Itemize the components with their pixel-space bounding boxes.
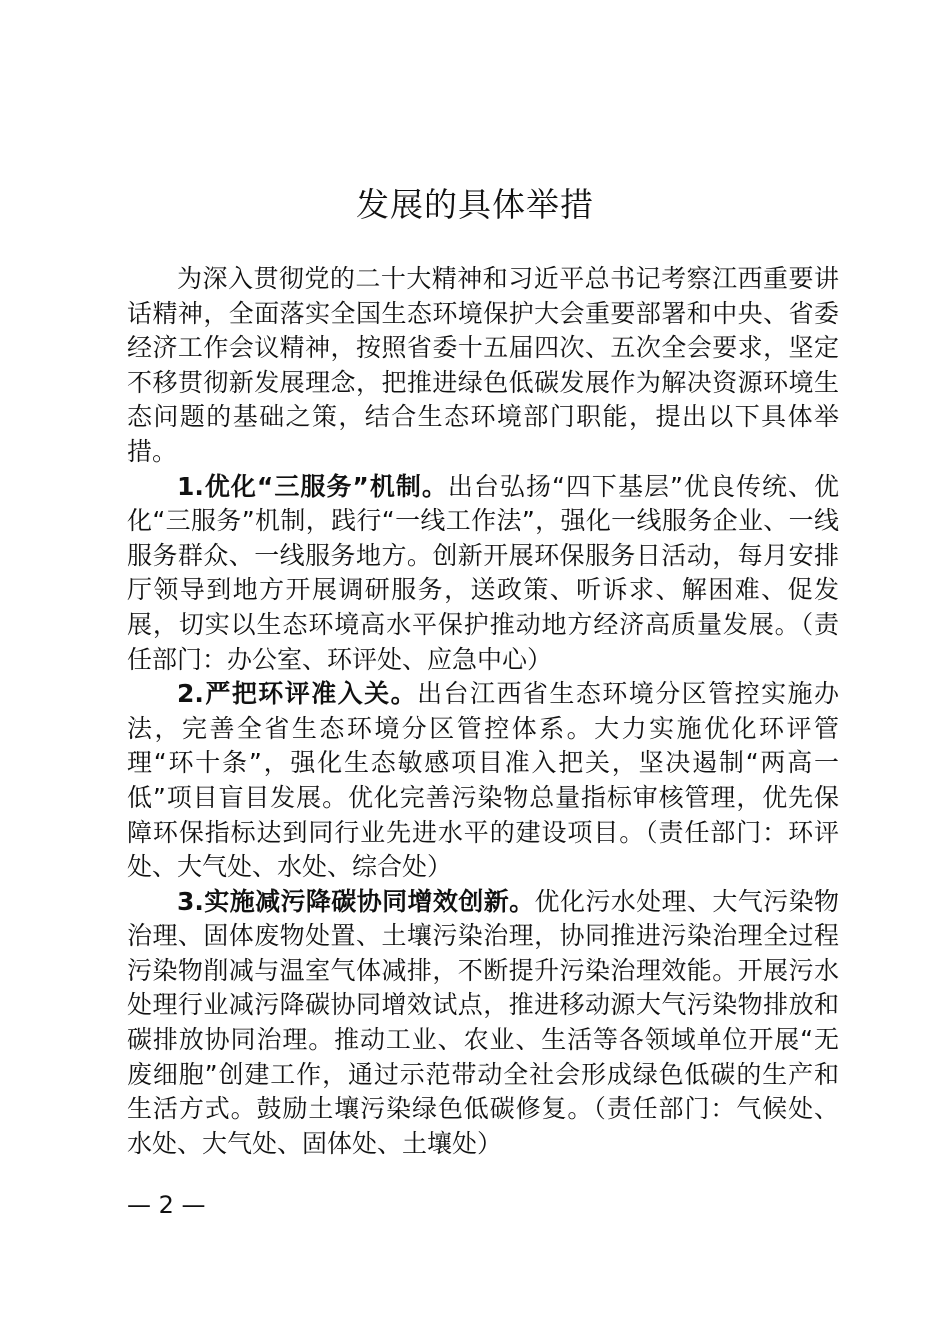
measure-paragraph-1 [127,470,839,678]
measure-heading-2: 2.严把环评准入关。 [177,679,418,709]
intro-paragraph: 为深入贯彻党的二十大精神和习近平总书记考察江西重要讲话精神，全面落实全国生态环境保护大会重要部署和中央、省委经济工作会议精神，按照省委十五届四次、五次全会要求，坚定不移贯彻新发展理念，把推进绿色低碳发展作为解决资源环境生态问题的基础之策，结合生态环境部门职能，提出以下具体举措。 [127,264,839,466]
measure-text-2: 出台江西省生态环境分区管控实施办法，完善全省生态环境分区管控体系。大力实施优化环评管理“环十条”，强化生态敏感项目准入把关，坚决遏制“两高一低”项目盲目发展。优化完善污染物总量指标审核管理，优先保障环保指标达到同行业先进水平的建设项目。（责任部门：环评处、大气处、水处、综合处） [127,679,839,882]
measure-heading-1: 1.优化“三服务”机制。 [177,471,448,501]
measure-paragraph-3 [127,885,839,1162]
page-number: — 2 — [127,1191,206,1219]
document-body [127,262,839,1161]
measure-paragraph-2 [127,677,839,885]
measure-text-1: 出台弘扬“四下基层”优良传统、优化“三服务”机制，践行“一线工作法”，强化一线服务企业、一线服务群众、一线服务地方。创新开展环保服务日活动，每月安排厅领导到地方开展调研服务，送政策、听诉求、解困难、促发展，切实以生态环境高水平保护推动地方经济高质量发展。（责任部门：办公室、环评处、应急中心） [127,471,840,674]
measure-heading-3: 3.实施减污降碳协同增效创新。 [177,886,535,916]
document-title: 发展的具体举措 [356,185,594,224]
measure-text-3: 优化污水处理、大气污染物治理、固体废物处置、土壤污染治理，协同推进污染治理全过程污染物削减与温室气体减排，不断提升污染治理效能。开展污水处理行业减污降碳协同增效试点，推进移动源大气污染物排放和碳排放协同治理。推动工业、农业、生活等各领域单位开展“无废细胞”创建工作，通过示范带动全社会形成绿色低碳的生产和生活方式。鼓励土壤污染绿色低碳修复。（责任部门：气候处、水处、大气处、固体处、土壤处） [127,886,839,1158]
